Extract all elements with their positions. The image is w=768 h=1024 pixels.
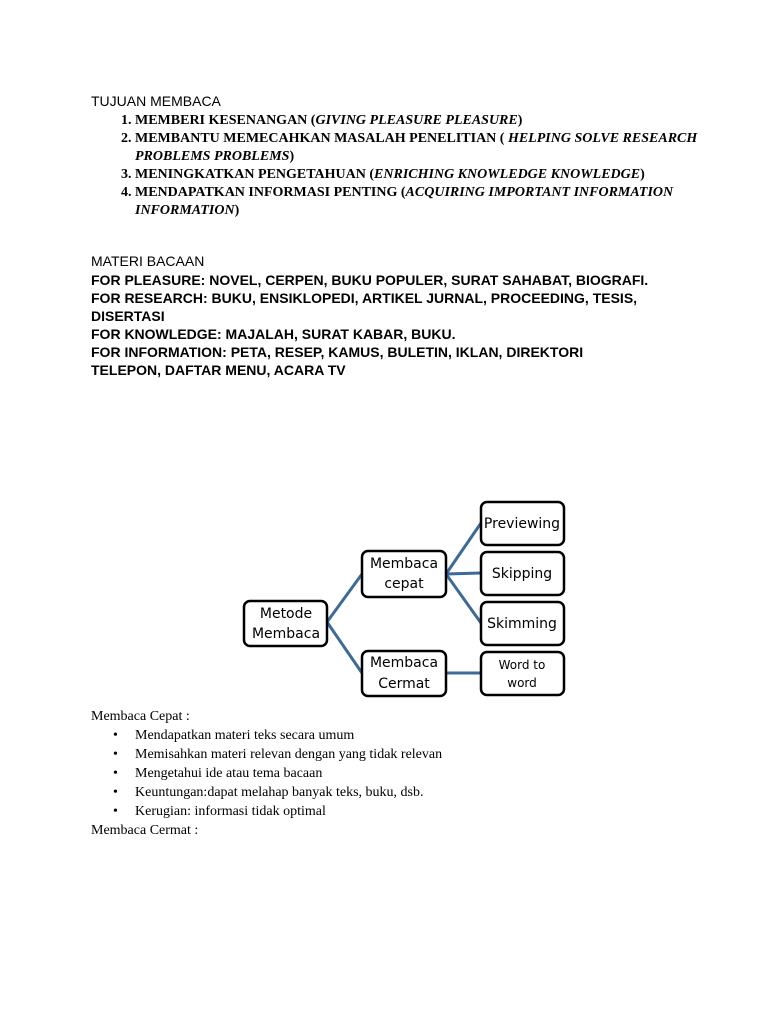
node-careful-line2: Cermat (378, 676, 430, 692)
materials-line: FOR PLEASURE: NOVEL, CERPEN, BUKU POPULER, SURAT SAHABAT, BIOGRAFI. (91, 272, 649, 288)
connector-root-fast (327, 574, 362, 622)
purpose-title: TUJUAN MEMBACA (91, 93, 221, 109)
item-italic: GIVING PLEASURE PLEASURE (315, 113, 518, 128)
node-root-line1: Metode (259, 606, 313, 622)
connector-fast-skipping (446, 573, 481, 574)
fast-reading-title: Membaca Cepat : (91, 709, 190, 724)
item-text: MENDAPATKAN INFORMASI PENTING ( (135, 185, 406, 200)
materials-line: FOR KNOWLEDGE: MAJALAH, SURAT KABAR, BUKU. (91, 326, 456, 342)
item-italic: ACQUIRING IMPORTANT INFORMATION INFORMATION (135, 185, 674, 218)
materials-line: FOR RESEARCH: BUKU, ENSIKLOPEDI, ARTIKEL JURNAL, PROCEEDING, TESIS, DISERTASI (91, 290, 638, 324)
node-root-line2: Membaca (251, 626, 321, 642)
list-item: • Keuntungan:dapat melahap banyak teks, buku, dsb. (135, 783, 635, 802)
item-close: ) (517, 113, 523, 128)
list-item: • Mendapatkan materi teks secara umum (135, 726, 635, 745)
list-item: • Memisahkan materi relevan dengan yang tidak relevan (135, 745, 635, 764)
node-word-line2: word (507, 676, 537, 690)
item-text: MEMBANTU MEMECAHKAN MASALAH PENELITIAN ( (135, 131, 508, 146)
connector-fast-previewing (446, 523, 481, 574)
node-word-line1: Word to (498, 658, 546, 672)
item-italic: HELPING SOLVE RESEARCH PROBLEMS PROBLEMS (135, 131, 698, 164)
item-close: ) (234, 203, 240, 218)
node-skimming-label: Skimming (487, 616, 557, 632)
node-skipping-label: Skipping (491, 566, 553, 582)
item-close: ) (289, 149, 295, 164)
fast-reading-list (91, 726, 635, 821)
materials-line: FOR INFORMATION: PETA, RESEP, KAMUS, BULETIN, IKLAN, DIREKTORI TELEPON, DAFTAR MENU, ACARA TV (91, 344, 584, 378)
node-fast-line2: cepat (384, 576, 424, 592)
careful-reading-title: Membaca Cermat : (91, 823, 199, 838)
list-item: • Mengetahui ide atau tema bacaan (135, 764, 635, 783)
item-close: ) (640, 167, 645, 182)
item-italic: ENRICHING KNOWLEDGE KNOWLEDGE (374, 167, 641, 182)
node-fast-line1: Membaca (369, 556, 439, 572)
materials-title: MATERI BACAAN (91, 253, 205, 269)
node-careful-line1: Membaca (369, 655, 439, 671)
node-previewing-label: Previewing (483, 516, 561, 532)
item-text: MENINGKATKAN PENGETAHUAN ( (135, 167, 375, 182)
connector-root-careful (327, 622, 362, 673)
connector-fast-skimming (446, 574, 481, 623)
list-item: • Kerugian: informasi tidak optimal (135, 802, 635, 821)
item-text: MEMBERI KESENANGAN ( (135, 113, 316, 128)
